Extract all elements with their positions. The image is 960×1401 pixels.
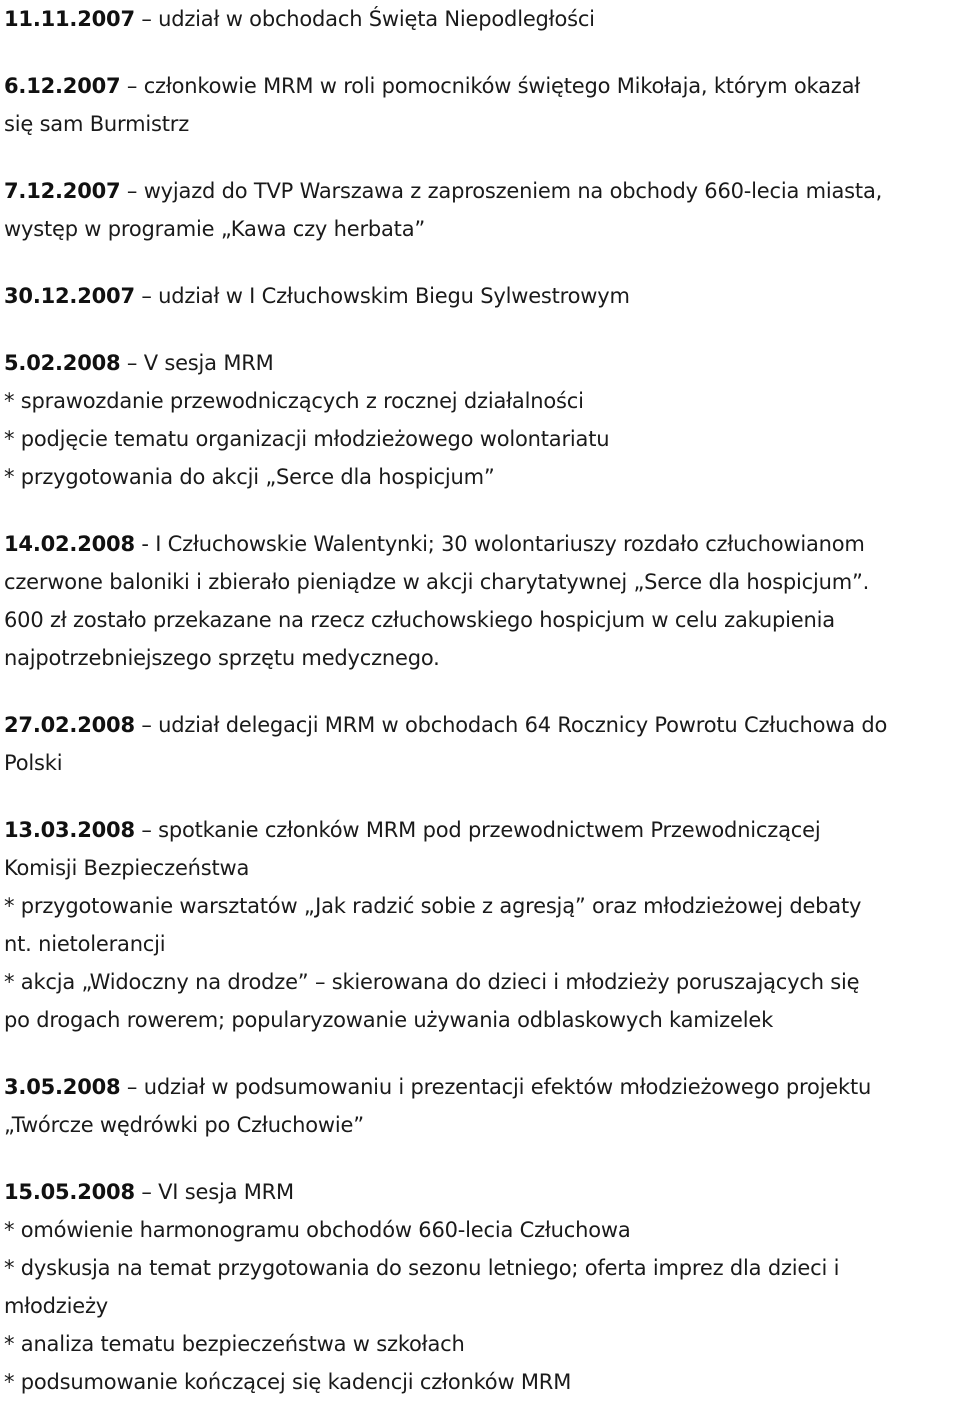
entry-text: najpotrzebniejszego sprzętu medycznego. <box>4 646 440 670</box>
entry-line <box>4 525 956 563</box>
document-page <box>4 0 956 1401</box>
entry-date: 27.02.2008 <box>4 713 135 737</box>
entry-text: * dyskusja na temat przygotowania do sezonu letniego; oferta imprez dla dzieci i <box>4 1256 840 1280</box>
entry-date: 3.05.2008 <box>4 1075 121 1099</box>
entry-date: 11.11.2007 <box>4 7 135 31</box>
entry-line <box>4 277 956 315</box>
entry-text: - I Człuchowskie Walentynki; 30 wolontariuszy rozdało człuchowianom <box>134 532 865 556</box>
entry-text: * sprawozdanie przewodniczących z rocznej działalności <box>4 389 584 413</box>
entry-text: – udział w podsumowaniu i prezentacji efektów młodzieżowego projektu <box>120 1075 872 1099</box>
entry-date: 6.12.2007 <box>4 74 121 98</box>
entry-15-05-2008 <box>4 1173 956 1401</box>
entry-line <box>4 67 956 105</box>
entry-line <box>4 706 956 744</box>
entry-text: – udział delegacji MRM w obchodach 64 Rocznicy Powrotu Człuchowa do <box>134 713 888 737</box>
entry-text: * przygotowanie warsztatów „Jak radzić sobie z agresją” oraz młodzieżowej debaty <box>4 894 862 918</box>
entry-date: 15.05.2008 <box>4 1180 135 1204</box>
entry-11-11-2007 <box>4 0 956 38</box>
entry-line <box>4 172 956 210</box>
entry-text: występ w programie „Kawa czy herbata” <box>4 217 426 241</box>
entry-date: 30.12.2007 <box>4 284 135 308</box>
entry-6-12-2007 <box>4 67 956 143</box>
entry-27-02-2008 <box>4 706 956 782</box>
entry-line <box>4 1068 956 1106</box>
entry-text: * akcja „Widoczny na drodze” – skierowana do dzieci i młodzieży poruszających się <box>4 970 860 994</box>
entry-text: – członkowie MRM w roli pomocników świętego Mikołaja, którym okazał <box>120 74 861 98</box>
entry-text: – wyjazd do TVP Warszawa z zaproszeniem na obchody 660-lecia miasta, <box>120 179 883 203</box>
entry-text: – spotkanie członków MRM pod przewodnictwem Przewodniczącej <box>134 818 821 842</box>
entry-line <box>4 811 956 849</box>
entry-text: „Twórcze wędrówki po Człuchowie” <box>4 1113 364 1137</box>
entry-13-03-2008 <box>4 811 956 1039</box>
entry-date: 5.02.2008 <box>4 351 121 375</box>
entry-30-12-2007 <box>4 277 956 315</box>
entry-text: po drogach rowerem; popularyzowanie używania odblaskowych kamizelek <box>4 1008 774 1032</box>
entry-text: * omówienie harmonogramu obchodów 660-lecia Człuchowa <box>4 1218 631 1242</box>
entry-text: czerwone baloniki i zbierało pieniądze w akcji charytatywnej „Serce dla hospicjum”. <box>4 570 870 594</box>
entry-date: 7.12.2007 <box>4 179 121 203</box>
entry-7-12-2007 <box>4 172 956 248</box>
entry-text: – VI sesja MRM <box>134 1180 294 1204</box>
entry-line <box>4 1173 956 1211</box>
entry-text: – udział w obchodach Święta Niepodległości <box>134 7 595 31</box>
entry-text: Komisji Bezpieczeństwa <box>4 856 250 880</box>
entry-3-05-2008 <box>4 1068 956 1144</box>
entry-5-02-2008 <box>4 344 956 496</box>
entry-text: – V sesja MRM <box>120 351 274 375</box>
entry-text: * podjęcie tematu organizacji młodzieżowego wolontariatu <box>4 427 610 451</box>
entry-line <box>4 0 956 38</box>
entry-text: się sam Burmistrz <box>4 112 190 136</box>
entry-text: * przygotowania do akcji „Serce dla hospicjum” <box>4 465 495 489</box>
entry-text: młodzieży <box>4 1294 109 1318</box>
entry-line <box>4 344 956 382</box>
entry-text: nt. nietolerancji <box>4 932 166 956</box>
entry-text: 600 zł zostało przekazane na rzecz człuchowskiego hospicjum w celu zakupienia <box>4 608 835 632</box>
entry-text: Polski <box>4 751 63 775</box>
entry-text: * podsumowanie kończącej się kadencji członków MRM <box>4 1370 572 1394</box>
entry-date: 14.02.2008 <box>4 532 135 556</box>
entry-14-02-2008 <box>4 525 956 677</box>
entry-text: * analiza tematu bezpieczeństwa w szkołach <box>4 1332 465 1356</box>
entry-date: 13.03.2008 <box>4 818 135 842</box>
entry-text: – udział w I Człuchowskim Biegu Sylwestrowym <box>134 284 630 308</box>
